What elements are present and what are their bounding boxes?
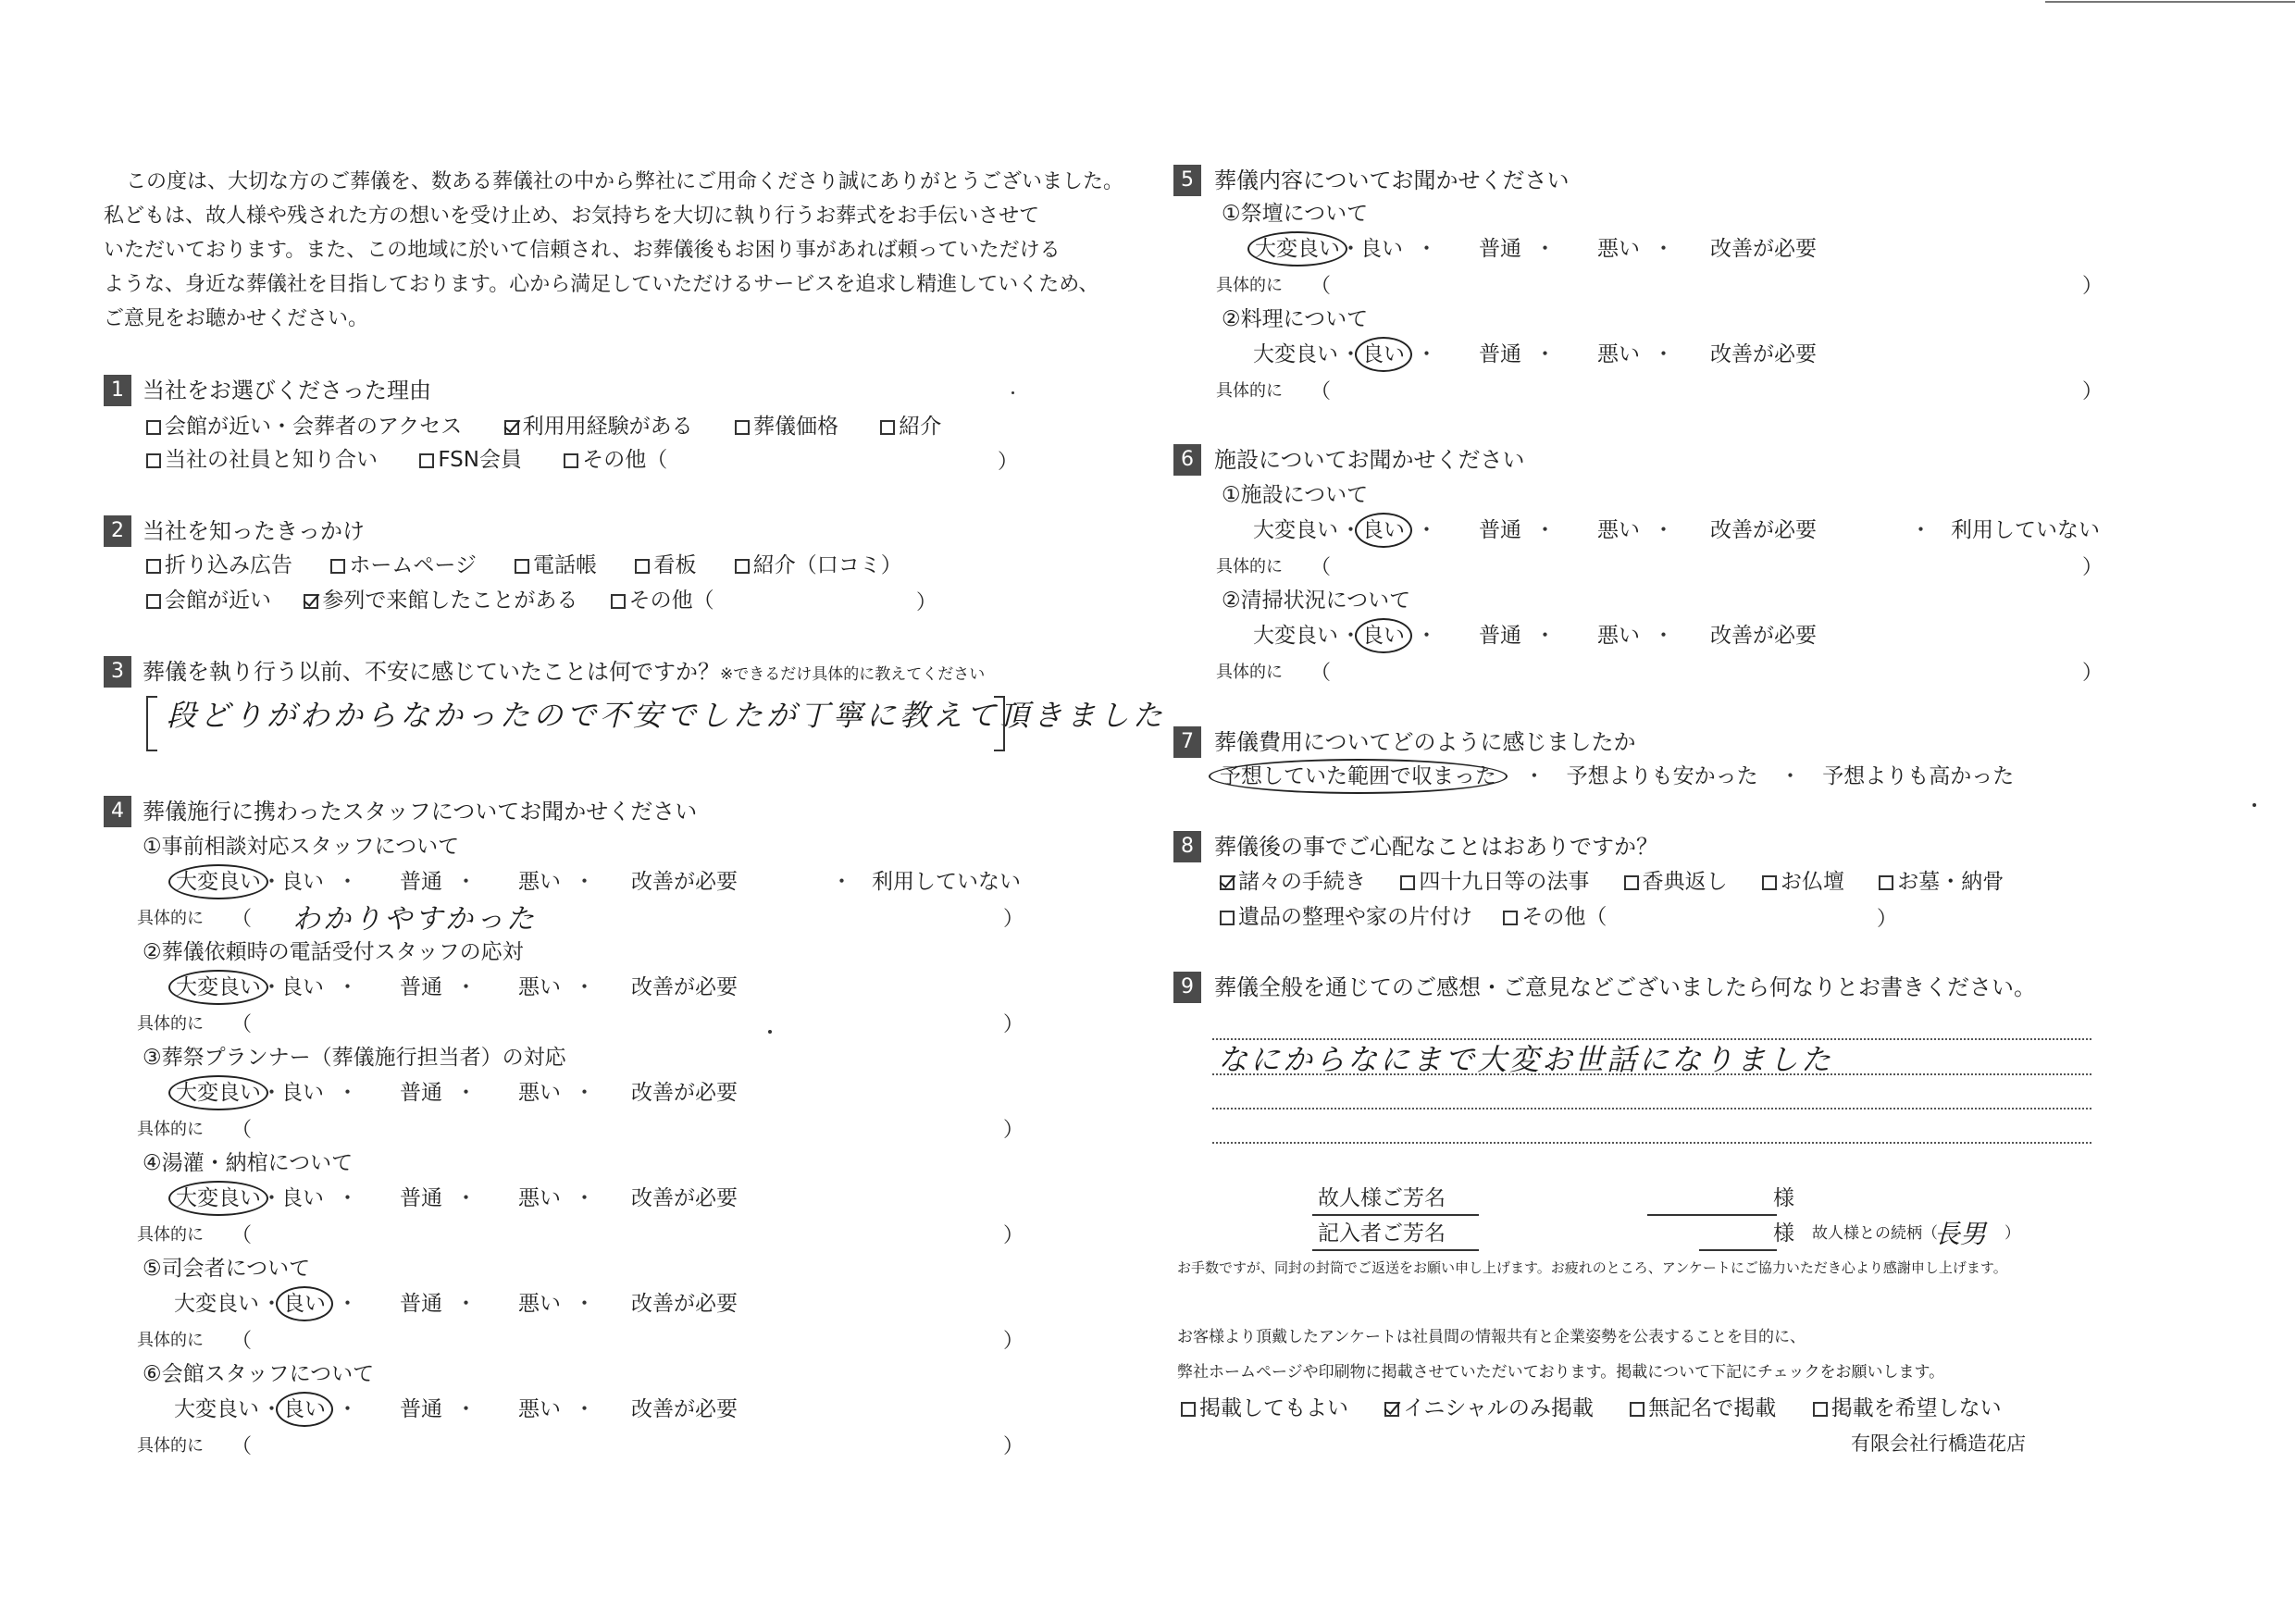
close-paren: ） xyxy=(998,451,1019,474)
question-title xyxy=(143,656,985,688)
checkbox-option[interactable]: 諸々の手続き xyxy=(1220,868,1366,896)
question-title: 当社をお選びくださった理由 xyxy=(143,378,431,403)
concrete-label: 具体的に xyxy=(1216,276,1283,295)
question-title: 施設についてお聞かせください xyxy=(1214,447,1525,473)
q1-options-row1 xyxy=(146,413,976,440)
subquestion-label: ⑥会館スタッフについて xyxy=(143,1362,375,1386)
separator: ・ xyxy=(1523,764,1545,788)
separator: ・ xyxy=(1534,518,1556,542)
subquestion-label: ③葬祭プランナー（葬儀施行担当者）の対応 xyxy=(143,1046,566,1070)
rating-scale xyxy=(174,1184,1062,1214)
separator: ・ xyxy=(1653,624,1674,648)
subquestion-label: ②葬儀依頼時の電話受付スタッフの応対 xyxy=(143,940,524,964)
answer-line xyxy=(1212,1073,2091,1075)
checkbox-option[interactable]: 葬儀価格 xyxy=(735,413,838,440)
q8-options-row1 xyxy=(1220,868,2039,896)
separator: ・ xyxy=(831,870,852,894)
close-paren: ） xyxy=(1003,1330,1024,1353)
rating-option[interactable]: 悪い xyxy=(1597,518,1640,542)
checkbox-option[interactable]: FSN会員 xyxy=(419,446,522,474)
scan-speck xyxy=(768,1030,772,1034)
checkbox-option[interactable]: 折り込み広告 xyxy=(146,552,292,579)
rating-option-selected[interactable]: 良い xyxy=(1355,513,1412,548)
checkbox-option[interactable]: その他（ xyxy=(1503,903,1607,931)
q7-option[interactable]: 予想よりも安かった xyxy=(1566,764,1758,788)
question-title: 葬儀後の事でご心配なことはおありですか？ xyxy=(1214,834,1658,860)
answer-line xyxy=(1212,1108,2091,1110)
rating-option[interactable]: 改善が必要 xyxy=(1710,518,1817,542)
publish-note-line: お客様より頂戴したアンケートは社員間の情報共有と企業姿勢を公表することを目的に、 xyxy=(1177,1328,1806,1346)
checkbox-option[interactable]: 掲載を希望しない xyxy=(1813,1395,2002,1422)
rating-option[interactable]: 大変良い xyxy=(174,1397,259,1421)
rating-option-selected[interactable]: 大変良い xyxy=(168,1181,268,1216)
question-number: 1 xyxy=(104,375,131,406)
rating-option[interactable]: 良い xyxy=(281,975,324,999)
separator: ・ xyxy=(261,1397,282,1421)
rating-scale xyxy=(1253,341,2141,370)
concrete-label: 具体的に xyxy=(137,1014,204,1034)
separator: ・ xyxy=(1534,624,1556,648)
q3-answer-bracket-left xyxy=(146,696,157,751)
separator: ・ xyxy=(574,1292,595,1316)
open-paren: （ xyxy=(231,908,253,931)
close-paren: ） xyxy=(2082,556,2104,579)
relation-handwritten: 長男 xyxy=(1934,1219,1987,1249)
checkbox-option[interactable]: その他（ xyxy=(564,446,667,474)
rating-option-selected[interactable]: 大変良い xyxy=(168,970,268,1005)
question-title: 葬儀全般を通じてのご感想・ご意見などございましたら何なりとお書きください。 xyxy=(1214,974,2036,1000)
deceased-name-underline xyxy=(1312,1214,1479,1216)
rating-scale xyxy=(174,1290,1062,1320)
rating-scale xyxy=(174,973,1062,1003)
rating-option[interactable]: 改善が必要 xyxy=(631,1292,738,1316)
checkbox-option[interactable]: ホームページ xyxy=(330,552,477,579)
rating-option[interactable]: 悪い xyxy=(518,975,561,999)
rating-scale xyxy=(174,868,1062,898)
checkbox-option[interactable]: 当社の社員と知り合い xyxy=(146,446,378,474)
open-paren: （ xyxy=(231,1330,253,1353)
rating-option[interactable]: 悪い xyxy=(518,870,561,894)
rating-option[interactable]: 悪い xyxy=(1597,342,1640,366)
subquestion-label: ②料理について xyxy=(1222,307,1369,331)
rating-option[interactable]: 普通 xyxy=(1479,624,1521,648)
separator: ・ xyxy=(1653,237,1674,261)
rating-option[interactable]: 利用していない xyxy=(872,870,1021,894)
close-paren: ） xyxy=(1003,908,1024,931)
question-number: 5 xyxy=(1173,165,1201,196)
rating-option[interactable]: 悪い xyxy=(1597,237,1640,261)
intro-line: ご意見をお聴かせください。 xyxy=(104,307,369,330)
separator: ・ xyxy=(261,870,282,894)
scan-speck xyxy=(1011,391,1014,394)
separator: ・ xyxy=(1340,237,1361,261)
q1-options-row2 xyxy=(146,446,702,474)
question-title: 当社を知ったきっかけ xyxy=(143,518,365,544)
close-paren: ） xyxy=(1877,908,1898,931)
deceased-name-field[interactable] xyxy=(1647,1214,1777,1216)
checkbox-option[interactable]: 紹介 xyxy=(880,413,941,440)
separator: ・ xyxy=(1653,342,1674,366)
checkbox-option[interactable]: 会館が近い xyxy=(146,587,271,614)
rating-option[interactable]: 改善が必要 xyxy=(1710,237,1817,261)
concrete-label: 具体的に xyxy=(137,1331,204,1350)
checkbox-option[interactable]: 参列で来館したことがある xyxy=(304,587,577,614)
question-title: 葬儀費用についてどのように感じましたか xyxy=(1214,729,1636,755)
separator: ・ xyxy=(337,975,358,999)
separator: ・ xyxy=(1416,518,1437,542)
separator: ・ xyxy=(261,1292,282,1316)
close-paren: ） xyxy=(1003,1224,1024,1247)
rating-option[interactable]: 普通 xyxy=(1479,237,1521,261)
question-number: 8 xyxy=(1173,831,1201,862)
checkbox-option[interactable]: 香典返し xyxy=(1624,868,1728,896)
writer-name-underline xyxy=(1312,1249,1479,1251)
open-paren: （ xyxy=(1310,662,1332,685)
separator: ・ xyxy=(455,1081,477,1105)
checkbox-option[interactable]: 掲載してもよい xyxy=(1181,1395,1348,1422)
separator: ・ xyxy=(337,1081,358,1105)
subquestion-label: ①祭壇について xyxy=(1222,202,1369,226)
separator: ・ xyxy=(1534,342,1556,366)
question-number: 6 xyxy=(1173,444,1201,476)
q3-handwritten-answer: 段どりがわからなかったので不安でしたが丁寧に教えて頂きました xyxy=(167,698,1167,733)
question-number: 3 xyxy=(104,656,131,688)
q2-options-row2 xyxy=(146,587,750,614)
rating-option[interactable]: 大変良い xyxy=(1253,518,1338,542)
separator: ・ xyxy=(261,1081,282,1105)
question-number: 7 xyxy=(1173,726,1201,758)
subquestion-label: ①施設について xyxy=(1222,483,1369,507)
rating-option[interactable]: 良い xyxy=(281,870,324,894)
rating-option[interactable]: 普通 xyxy=(400,1397,442,1421)
separator: ・ xyxy=(1910,518,1931,542)
question-number: 9 xyxy=(1173,972,1201,1003)
checkbox-option[interactable]: お仏壇 xyxy=(1762,868,1844,896)
intro-line: ような、身近な葬儀社を目指しております。心から満足していただけるサービスを追求し精進していくため、 xyxy=(104,273,1099,296)
open-paren: （ xyxy=(1310,275,1332,298)
rating-option-selected[interactable]: 良い xyxy=(1355,618,1412,653)
close-paren: ） xyxy=(2082,380,2104,403)
scan-speck xyxy=(2253,803,2256,807)
rating-scale xyxy=(1253,622,2141,651)
separator: ・ xyxy=(1416,624,1437,648)
checkbox-option[interactable]: 遺品の整理や家の片付け xyxy=(1220,903,1472,931)
scan-edge-line xyxy=(2045,1,2295,3)
rating-scale xyxy=(1253,516,2141,546)
q9-handwritten-answer: なにからなにまで大変お世話になりました xyxy=(1218,1042,1834,1077)
close-paren: ） xyxy=(2082,275,2104,298)
intro-text xyxy=(104,165,1123,336)
separator: ・ xyxy=(574,870,595,894)
separator: ・ xyxy=(574,1397,595,1421)
rating-option-selected[interactable]: 良い xyxy=(276,1286,333,1321)
rating-option[interactable]: 悪い xyxy=(518,1186,561,1210)
q3-note: ※できるだけ具体的に教えてください xyxy=(720,665,986,684)
rating-option[interactable]: 改善が必要 xyxy=(631,1186,738,1210)
checkbox-option[interactable]: イニシャルのみ掲載 xyxy=(1384,1395,1594,1422)
close-paren: ） xyxy=(1003,1013,1024,1036)
separator: ・ xyxy=(455,1186,477,1210)
open-paren: （ xyxy=(1310,380,1332,403)
rating-option[interactable]: 大変良い xyxy=(174,1292,259,1316)
open-paren: （ xyxy=(231,1435,253,1458)
separator: ・ xyxy=(455,975,477,999)
rating-option[interactable]: 良い xyxy=(281,1186,324,1210)
rating-option[interactable]: 改善が必要 xyxy=(1710,342,1817,366)
open-paren: （ xyxy=(1310,556,1332,579)
question-number: 2 xyxy=(104,515,131,547)
checkbox-option[interactable]: 四十九日等の法事 xyxy=(1400,868,1589,896)
return-note: お手数ですが、同封の封筒でご返送をお願い申し上げます。お疲れのところ、アンケートにご協力いただき心より感謝申し上げます。 xyxy=(1177,1259,2007,1276)
rating-option[interactable]: 悪い xyxy=(518,1081,561,1105)
checkbox-option[interactable]: 看板 xyxy=(635,552,696,579)
separator: ・ xyxy=(261,975,282,999)
publish-note-line: 弊社ホームページや印刷物に掲載させていただいております。掲載について下記にチェックをお願いします。 xyxy=(1177,1363,1945,1382)
checkbox-option[interactable]: 紹介（口コミ） xyxy=(735,552,902,579)
concrete-label: 具体的に xyxy=(1216,381,1283,401)
concrete-label: 具体的に xyxy=(1216,663,1283,682)
separator: ・ xyxy=(261,1186,282,1210)
rating-option[interactable]: 良い xyxy=(1360,237,1403,261)
q4-handwritten-comment: わかりやすかった xyxy=(292,903,537,936)
concrete-label: 具体的に xyxy=(1216,557,1283,576)
open-paren: （ xyxy=(231,1224,253,1247)
q2-options-row1 xyxy=(146,552,937,579)
rating-option[interactable]: 改善が必要 xyxy=(631,870,738,894)
close-paren: ） xyxy=(916,591,937,614)
relation-close: ） xyxy=(2004,1224,2020,1243)
concrete-label: 具体的に xyxy=(137,1120,204,1139)
rating-option[interactable]: 普通 xyxy=(1479,342,1521,366)
rating-option[interactable]: 改善が必要 xyxy=(631,1397,738,1421)
question-number: 4 xyxy=(104,796,131,827)
rating-option[interactable]: 改善が必要 xyxy=(631,1081,738,1105)
writer-honorific: 様 xyxy=(1773,1221,1794,1246)
rating-option[interactable]: 普通 xyxy=(1479,518,1521,542)
separator: ・ xyxy=(1416,237,1437,261)
concrete-label: 具体的に xyxy=(137,1436,204,1456)
deceased-name-label: 故人様ご芳名 xyxy=(1318,1186,1446,1210)
open-paren: （ xyxy=(231,1119,253,1142)
question-title: 葬儀施行に携わったスタッフについてお聞かせください xyxy=(143,799,698,824)
separator: ・ xyxy=(337,870,358,894)
checkbox-option[interactable]: 利用用経験がある xyxy=(504,413,693,440)
q3-answer-bracket-right xyxy=(994,696,1005,751)
close-paren: ） xyxy=(1003,1435,1024,1458)
open-paren: （ xyxy=(231,1013,253,1036)
rating-option[interactable]: 普通 xyxy=(400,1292,442,1316)
q8-options-row2 xyxy=(1220,903,1642,931)
subquestion-label: ④湯灌・納棺について xyxy=(143,1151,354,1175)
rating-option[interactable]: 普通 xyxy=(400,1186,442,1210)
separator: ・ xyxy=(455,1292,477,1316)
rating-scale xyxy=(174,1079,1062,1109)
separator: ・ xyxy=(1340,624,1361,648)
separator: ・ xyxy=(455,870,477,894)
checkbox-option[interactable]: その他（ xyxy=(611,587,714,614)
rating-option[interactable]: 大変良い xyxy=(1253,342,1338,366)
checkbox-option[interactable]: 会館が近い・会葬者のアクセス xyxy=(146,413,462,440)
q7-options xyxy=(1214,762,2014,790)
subquestion-label: ②清掃状況について xyxy=(1222,589,1411,613)
separator: ・ xyxy=(337,1186,358,1210)
rating-option[interactable]: 普通 xyxy=(400,1081,442,1105)
rating-option-selected[interactable]: 大変良い xyxy=(1247,231,1347,267)
separator: ・ xyxy=(1653,518,1674,542)
deceased-honorific: 様 xyxy=(1773,1186,1794,1210)
answer-line xyxy=(1212,1038,2091,1040)
rating-option[interactable]: 改善が必要 xyxy=(631,975,738,999)
answer-line xyxy=(1212,1142,2091,1144)
checkbox-option[interactable]: 電話帳 xyxy=(515,552,597,579)
subquestion-label: ⑤司会者について xyxy=(143,1257,311,1281)
subquestion-label: ①事前相談対応スタッフについて xyxy=(143,835,460,859)
separator: ・ xyxy=(574,1081,595,1105)
separator: ・ xyxy=(337,1292,358,1316)
concrete-label: 具体的に xyxy=(137,909,204,928)
writer-name-field[interactable] xyxy=(1699,1249,1777,1251)
rating-option[interactable]: 普通 xyxy=(400,870,442,894)
rating-option-selected[interactable]: 良い xyxy=(276,1392,333,1427)
checkbox-option[interactable]: 無記名で掲載 xyxy=(1630,1395,1776,1422)
intro-line: 私どもは、故人様や残された方の想いを受け止め、お気持ちを大切に執り行うお葬式をお手伝いさせて xyxy=(104,205,1040,228)
rating-scale xyxy=(174,1395,1062,1425)
q7-option[interactable]: 予想よりも高かった xyxy=(1822,764,2015,788)
separator: ・ xyxy=(574,1186,595,1210)
separator: ・ xyxy=(1779,764,1801,788)
rating-option[interactable]: 利用していない xyxy=(1951,518,2100,542)
rating-option-selected[interactable]: 大変良い xyxy=(168,864,268,899)
q3-title-text: 葬儀を執り行う以前、不安に感じていたことは何ですか？ xyxy=(143,659,720,685)
intro-line: この度は、大切な方のご葬儀を、数ある葬儀社の中から弊社にご用命くださり誠にありがとうございました。 xyxy=(126,170,1124,193)
rating-option[interactable]: 悪い xyxy=(518,1292,561,1316)
concrete-label: 具体的に xyxy=(137,1225,204,1245)
rating-option[interactable]: 悪い xyxy=(1597,624,1640,648)
company-name: 有限会社行橋造花店 xyxy=(1851,1432,2026,1455)
question-title: 葬儀内容についてお聞かせください xyxy=(1214,167,1570,193)
intro-line: いただいております。また、この地域に於いて信頼され、お葬儀後もお困り事があれば頼っていただける xyxy=(104,239,1061,262)
close-paren: ） xyxy=(2082,662,2104,685)
rating-option[interactable]: 悪い xyxy=(518,1397,561,1421)
q7-option-selected[interactable]: 予想していた範囲で収まった xyxy=(1209,759,1508,794)
rating-option[interactable]: 改善が必要 xyxy=(1710,624,1817,648)
rating-option-selected[interactable]: 良い xyxy=(1355,337,1412,372)
writer-name-label: 記入者ご芳名 xyxy=(1318,1221,1446,1246)
rating-scale xyxy=(1253,235,2141,265)
separator: ・ xyxy=(1340,342,1361,366)
publish-options xyxy=(1181,1395,2037,1422)
separator: ・ xyxy=(574,975,595,999)
rating-option-selected[interactable]: 大変良い xyxy=(168,1075,268,1110)
rating-option[interactable]: 大変良い xyxy=(1253,624,1338,648)
relation-label: 故人様との続柄（ xyxy=(1812,1224,1938,1243)
rating-option[interactable]: 良い xyxy=(281,1081,324,1105)
separator: ・ xyxy=(455,1397,477,1421)
checkbox-option[interactable]: お墓・納骨 xyxy=(1879,868,2004,896)
rating-option[interactable]: 普通 xyxy=(400,975,442,999)
separator: ・ xyxy=(1340,518,1361,542)
separator: ・ xyxy=(337,1397,358,1421)
separator: ・ xyxy=(1534,237,1556,261)
close-paren: ） xyxy=(1003,1119,1024,1142)
separator: ・ xyxy=(1416,342,1437,366)
